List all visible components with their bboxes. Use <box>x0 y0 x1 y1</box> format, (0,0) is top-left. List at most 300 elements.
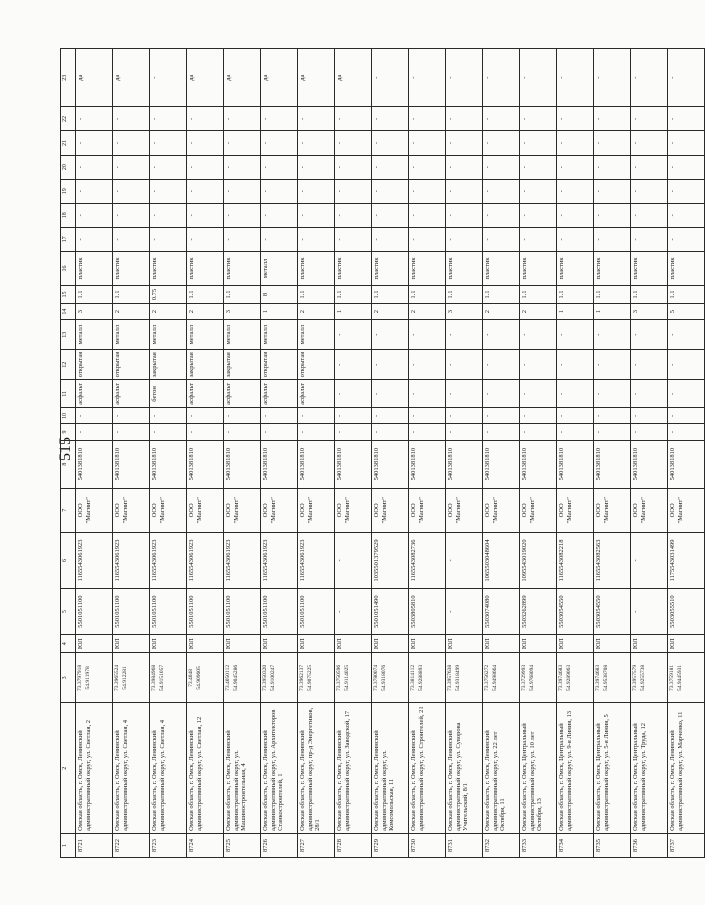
table-row <box>372 49 409 858</box>
table-cell: 5503055510 <box>668 589 705 635</box>
table-cell: 5501051100 <box>224 589 261 635</box>
table-cell: - <box>631 589 668 635</box>
col-header: 15 <box>61 286 76 304</box>
table-cell: - <box>557 107 594 131</box>
col-header: 14 <box>61 304 76 320</box>
table-cell: - <box>76 408 113 424</box>
table-cell: 2 <box>150 304 187 320</box>
page-number: 515 <box>57 437 74 461</box>
table-row <box>594 49 631 858</box>
table-cell: - <box>113 227 150 251</box>
table-cell: - <box>520 408 557 424</box>
table-cell: ООО "Магнит" <box>113 488 150 532</box>
table-cell: 5401381810 <box>261 440 298 488</box>
table-cell: - <box>298 408 335 424</box>
table-cell: 5401381810 <box>594 440 631 488</box>
table-cell: закрытая <box>150 350 187 380</box>
table-cell: 1165543061923 <box>150 532 187 588</box>
table-cell: - <box>150 131 187 155</box>
table-row <box>113 49 150 858</box>
table-cell: открытая <box>298 350 335 380</box>
table-cell: - <box>631 408 668 424</box>
table-cell: 73.3750596 54.9114025 <box>335 653 372 703</box>
table-cell: - <box>76 227 113 251</box>
table-cell: ООО "Магнит" <box>187 488 224 532</box>
table-cell: - <box>483 179 520 203</box>
table-cell: 1065503048604 <box>483 532 520 588</box>
table-cell: - <box>298 424 335 440</box>
table-cell: асфальт <box>261 380 298 408</box>
table-cell: 5501051100 <box>298 589 335 635</box>
table-cell: - <box>668 350 705 380</box>
table-cell: - <box>520 107 557 131</box>
table-cell: 0.75 <box>150 286 187 304</box>
table-cell: 8721 <box>76 833 113 857</box>
table-cell: металл <box>187 320 224 350</box>
table-cell: 2 <box>113 304 150 320</box>
table-cell: асфальт <box>187 380 224 408</box>
table-cell: да <box>261 49 298 107</box>
table-cell: - <box>594 155 631 179</box>
col-header: 17 <box>61 227 76 251</box>
table-cell: - <box>594 320 631 350</box>
table-cell: - <box>520 179 557 203</box>
table-cell: ЮЛ <box>409 635 446 653</box>
table-cell: - <box>150 408 187 424</box>
col-header: 19 <box>61 179 76 203</box>
table-cell: - <box>594 227 631 251</box>
table-cell: 2 <box>520 304 557 320</box>
table-cell: ЮЛ <box>298 635 335 653</box>
table-cell: - <box>261 227 298 251</box>
table-cell: - <box>557 408 594 424</box>
table-cell: - <box>557 320 594 350</box>
table-cell: металл <box>261 251 298 285</box>
table-cell: 5401381810 <box>557 440 594 488</box>
table-cell: - <box>594 380 631 408</box>
table-cell: 5501051100 <box>150 589 187 635</box>
table-cell: - <box>446 320 483 350</box>
table-cell: - <box>631 227 668 251</box>
table-cell: - <box>483 203 520 227</box>
table-cell: - <box>557 227 594 251</box>
table-cell: - <box>372 155 409 179</box>
table-cell: - <box>187 107 224 131</box>
table-cell: 3 <box>631 304 668 320</box>
table-row <box>520 49 557 858</box>
table-cell: Омская область, г. Омск, Центральный административный округ, ул. 9-я Линия, 13 <box>557 703 594 833</box>
table-cell: - <box>483 380 520 408</box>
table-cell: 2 <box>483 304 520 320</box>
table-cell: 3 <box>76 304 113 320</box>
table-cell: закрытая <box>187 350 224 380</box>
table-cell: пластик <box>150 251 187 285</box>
table-cell: - <box>446 589 483 635</box>
table-cell: 5401381810 <box>483 440 520 488</box>
col-header: 6 <box>61 532 76 588</box>
table-cell: - <box>409 203 446 227</box>
table-cell: - <box>594 179 631 203</box>
col-header: 10 <box>61 408 76 424</box>
table-cell: 73.3984968 54.9151057 <box>150 653 187 703</box>
table-cell: - <box>113 203 150 227</box>
table-cell: металл <box>113 320 150 350</box>
table-cell: пластик <box>594 251 631 285</box>
table-cell: 1165543061923 <box>261 532 298 588</box>
table-cell: - <box>483 320 520 350</box>
table-cell: - <box>335 107 372 131</box>
table-cell: - <box>668 179 705 203</box>
table-cell: 8731 <box>446 833 483 857</box>
table-cell: - <box>668 424 705 440</box>
col-header: 5 <box>61 589 76 635</box>
table-cell: 1.1 <box>631 286 668 304</box>
table-cell: 8729 <box>372 833 409 857</box>
table-cell: - <box>409 380 446 408</box>
table-cell: 1.1 <box>298 286 335 304</box>
table-cell: - <box>483 155 520 179</box>
table-cell: - <box>224 179 261 203</box>
table-cell: 73.3814112 54.9288893 <box>409 653 446 703</box>
table-cell: ООО "Магнит" <box>76 488 113 532</box>
table-cell: 1.1 <box>113 286 150 304</box>
table-cell: 5501051490 <box>372 589 409 635</box>
table-cell: ЮЛ <box>76 635 113 653</box>
table-cell: 1.1 <box>372 286 409 304</box>
table-cell: - <box>409 408 446 424</box>
table-row <box>409 49 446 858</box>
table-cell: - <box>298 155 335 179</box>
table-cell: 73.3780074 54.9318076 <box>372 653 409 703</box>
table-cell: - <box>446 179 483 203</box>
col-header: 21 <box>61 131 76 155</box>
table-cell: - <box>520 380 557 408</box>
table-cell: - <box>668 380 705 408</box>
table-cell: - <box>76 155 113 179</box>
table-cell: ООО "Магнит" <box>261 488 298 532</box>
table-cell: 73.3957579 54.9255738 <box>631 653 668 703</box>
table-cell: Омская область, г. Омск, Ленинский административный округ, ул. Марченко, 11 <box>668 703 705 833</box>
table-cell: ЮЛ <box>631 635 668 653</box>
table-body <box>76 49 705 858</box>
table-cell: 5401381810 <box>298 440 335 488</box>
table-cell: - <box>372 408 409 424</box>
table-cell: - <box>557 131 594 155</box>
table-cell: 1 <box>335 304 372 320</box>
table-cell: - <box>409 131 446 155</box>
table-cell: 73.3797918 54.911978 <box>76 653 113 703</box>
table-cell: Омская область, г. Омск, Ленинский административный округ, ул. Суворова Учительский, 8/1 <box>446 703 483 833</box>
table-cell: - <box>594 131 631 155</box>
table-cell: 8735 <box>594 833 631 857</box>
table-cell: 73.3962137 54.9075225 <box>298 653 335 703</box>
table-cell: 1165543082218 <box>557 532 594 588</box>
table-cell: 5503054550 <box>594 589 631 635</box>
table-cell: - <box>557 179 594 203</box>
table-cell: ООО "Магнит" <box>446 488 483 532</box>
table-cell: - <box>631 203 668 227</box>
table-cell: - <box>594 408 631 424</box>
table-cell: - <box>150 107 187 131</box>
table-row <box>557 49 594 858</box>
table-cell: - <box>631 532 668 588</box>
table-cell: 8732 <box>483 833 520 857</box>
table-cell: да <box>76 49 113 107</box>
table-cell: - <box>261 155 298 179</box>
table-cell: - <box>631 320 668 350</box>
table-cell: - <box>187 408 224 424</box>
table-cell: ЮЛ <box>150 635 187 653</box>
table-cell: - <box>113 179 150 203</box>
table-cell: ЮЛ <box>446 635 483 653</box>
table-cell: ООО "Магнит" <box>150 488 187 532</box>
table-cell: пластик <box>409 251 446 285</box>
col-header: 7 <box>61 488 76 532</box>
col-header: 9 <box>61 424 76 440</box>
table-cell: Омская область, г. Омск, Ленинский административный округ, ул. 22 лет Октября, 11 <box>483 703 520 833</box>
table-cell: - <box>113 155 150 179</box>
table-cell: 8725 <box>224 833 261 857</box>
table-cell: Омская область, г. Омск, Ленинский административный округ, ул. Архитекторов Станкостроителей, 1 <box>261 703 298 833</box>
table-cell: Омская область, г. Омск, Ленинский административный округ, ул. Машиностроительная, 4 <box>224 703 261 833</box>
table-cell: - <box>631 380 668 408</box>
table-cell: ООО "Магнит" <box>335 488 372 532</box>
table-row <box>224 49 261 858</box>
table-cell: - <box>668 107 705 131</box>
table-cell: - <box>557 350 594 380</box>
table-cell: - <box>372 131 409 155</box>
table-cell: - <box>76 131 113 155</box>
table-cell: - <box>187 227 224 251</box>
table-cell: - <box>483 227 520 251</box>
table-cell: 5401381810 <box>409 440 446 488</box>
table-cell: 5401381810 <box>76 440 113 488</box>
table-cell: - <box>594 49 631 107</box>
table-cell: 5503054550 <box>557 589 594 635</box>
table-cell: 8737 <box>668 833 705 857</box>
table-cell: 73.3957638 54.9318499 <box>446 653 483 703</box>
table-cell: - <box>668 320 705 350</box>
col-header: 23 <box>61 49 76 107</box>
table-cell: 73.4050112 54.9045286 <box>224 653 261 703</box>
table-cell: - <box>483 424 520 440</box>
table-cell: - <box>150 203 187 227</box>
table-cell: - <box>668 155 705 179</box>
table-cell: - <box>187 179 224 203</box>
table-cell: 5401381810 <box>335 440 372 488</box>
table-cell: 1165543061923 <box>298 532 335 588</box>
table-cell: - <box>298 227 335 251</box>
col-header: 4 <box>61 635 76 653</box>
table-cell: - <box>298 107 335 131</box>
table-cell: пластик <box>668 251 705 285</box>
table-cell: 8724 <box>187 833 224 857</box>
table-cell: - <box>594 107 631 131</box>
table-cell: ЮЛ <box>372 635 409 653</box>
table-cell: асфальт <box>76 380 113 408</box>
table-row <box>261 49 298 858</box>
table-cell: 5401381810 <box>187 440 224 488</box>
table-cell: 1 <box>261 304 298 320</box>
col-header: 12 <box>61 350 76 380</box>
table-row <box>483 49 520 858</box>
table-cell: - <box>594 424 631 440</box>
col-header: 2 <box>61 703 76 833</box>
table-cell: пластик <box>631 251 668 285</box>
table-cell: - <box>668 131 705 155</box>
table-cell: асфальт <box>113 380 150 408</box>
table-cell: - <box>76 179 113 203</box>
table-row <box>76 49 113 858</box>
table-cell: пластик <box>483 251 520 285</box>
table-cell: 1.1 <box>76 286 113 304</box>
table-cell: - <box>557 155 594 179</box>
table-cell: - <box>446 408 483 424</box>
table-cell: пластик <box>187 251 224 285</box>
table-cell: Омская область, г. Омск, Ленинский административный округ, ул. Комсомольская, 11 <box>372 703 409 833</box>
table-cell: 5401381810 <box>150 440 187 488</box>
table-cell: - <box>372 380 409 408</box>
table-cell: 1 <box>557 304 594 320</box>
table-cell: бетон <box>150 380 187 408</box>
table-cell: - <box>446 49 483 107</box>
table-cell: пластик <box>76 251 113 285</box>
table-cell: - <box>446 424 483 440</box>
table-cell: открытая <box>113 350 150 380</box>
table-cell: 5503262899 <box>520 589 557 635</box>
table-cell: 73.3974683 54.9538708 <box>594 653 631 703</box>
table-cell: - <box>409 424 446 440</box>
table-cell: открытая <box>261 350 298 380</box>
table-cell: - <box>668 49 705 107</box>
table-cell: 2 <box>372 304 409 320</box>
table-cell: - <box>483 107 520 131</box>
table-cell: - <box>298 131 335 155</box>
table-cell: - <box>483 408 520 424</box>
table-cell: ЮЛ <box>187 635 224 653</box>
table-cell: 8 <box>261 286 298 304</box>
table-cell: - <box>224 131 261 155</box>
table-cell: ООО "Магнит" <box>372 488 409 532</box>
table-cell: - <box>483 49 520 107</box>
table-cell: 5401381810 <box>372 440 409 488</box>
table-cell: 2 <box>409 304 446 320</box>
table-cell: - <box>631 49 668 107</box>
table-row <box>668 49 705 858</box>
table-cell: 3 <box>446 304 483 320</box>
col-header: 13 <box>61 320 76 350</box>
table-cell: - <box>261 424 298 440</box>
table-cell: - <box>224 203 261 227</box>
table-cell: - <box>631 179 668 203</box>
table-cell: - <box>594 203 631 227</box>
table-row <box>150 49 187 858</box>
table-cell: - <box>631 107 668 131</box>
table-cell: - <box>335 532 372 588</box>
table-cell: металл <box>224 320 261 350</box>
table-cell: - <box>372 227 409 251</box>
table-cell: 1.1 <box>409 286 446 304</box>
table-cell: - <box>557 424 594 440</box>
table-cell: 5401381810 <box>446 440 483 488</box>
table-cell: металл <box>150 320 187 350</box>
table-cell: - <box>150 179 187 203</box>
table-cell: металл <box>261 320 298 350</box>
table-cell: - <box>187 155 224 179</box>
table-cell: пластик <box>557 251 594 285</box>
table-cell: - <box>631 350 668 380</box>
table-cell: - <box>520 320 557 350</box>
table-cell: - <box>668 227 705 251</box>
table-cell: - <box>187 424 224 440</box>
table-cell: 1175543031499 <box>668 532 705 588</box>
table-cell: - <box>335 408 372 424</box>
table-cell: пластик <box>298 251 335 285</box>
table-cell: - <box>335 179 372 203</box>
table-cell: да <box>298 49 335 107</box>
table-cell: 5401381810 <box>520 440 557 488</box>
table-cell: металл <box>76 320 113 350</box>
table-cell: Омская область, г. Омск, Ленинский административный округ, ул. Светлая, 12 <box>187 703 224 833</box>
table-cell: - <box>261 179 298 203</box>
table-cell: - <box>150 49 187 107</box>
table-cell: закрытая <box>224 350 261 380</box>
table-cell: ЮЛ <box>335 635 372 653</box>
table-cell: - <box>409 350 446 380</box>
col-header: 3 <box>61 653 76 703</box>
table-cell: Омская область, г. Омск, Ленинский административный округ, ул. Заводской, 17 <box>335 703 372 833</box>
table-cell: 8727 <box>298 833 335 857</box>
table-cell: 73.4048 54.909605 <box>187 653 224 703</box>
table-cell: - <box>150 227 187 251</box>
table-cell: 1.1 <box>187 286 224 304</box>
table-cell: - <box>594 350 631 380</box>
table-cell: - <box>409 49 446 107</box>
table-cell: - <box>113 107 150 131</box>
table-cell: - <box>409 227 446 251</box>
table-cell: - <box>372 320 409 350</box>
col-header: 11 <box>61 380 76 408</box>
table-cell: - <box>446 203 483 227</box>
table-cell: - <box>224 155 261 179</box>
table-row <box>446 49 483 858</box>
table-cell: - <box>335 350 372 380</box>
table-cell: - <box>261 107 298 131</box>
table-cell: 1165543082736 <box>409 532 446 588</box>
table-cell: Омская область, г. Омск, Ленинский административный округ, ул. Светлая, 2 <box>76 703 113 833</box>
table-cell: - <box>409 107 446 131</box>
table-cell: ЮЛ <box>594 635 631 653</box>
table-cell: 1165543061923 <box>76 532 113 588</box>
table-cell: - <box>335 155 372 179</box>
table-cell: 1.1 <box>668 286 705 304</box>
table-cell: 1 <box>594 304 631 320</box>
table-cell: - <box>446 107 483 131</box>
table-cell: 8726 <box>261 833 298 857</box>
table-cell: - <box>520 203 557 227</box>
table-row <box>298 49 335 858</box>
table-cell: - <box>631 424 668 440</box>
table-cell: ООО "Магнит" <box>631 488 668 532</box>
table-cell: 73.3974683 54.9289063 <box>557 653 594 703</box>
table-cell: - <box>224 107 261 131</box>
table-cell: 2 <box>298 304 335 320</box>
registry-table <box>60 48 705 858</box>
col-header: 20 <box>61 155 76 179</box>
table-cell: пластик <box>372 251 409 285</box>
table-cell: 5401381810 <box>224 440 261 488</box>
table-cell: Омская область, г. Омск, Ленинский административный округ, ул. Светлая, 4 <box>150 703 187 833</box>
